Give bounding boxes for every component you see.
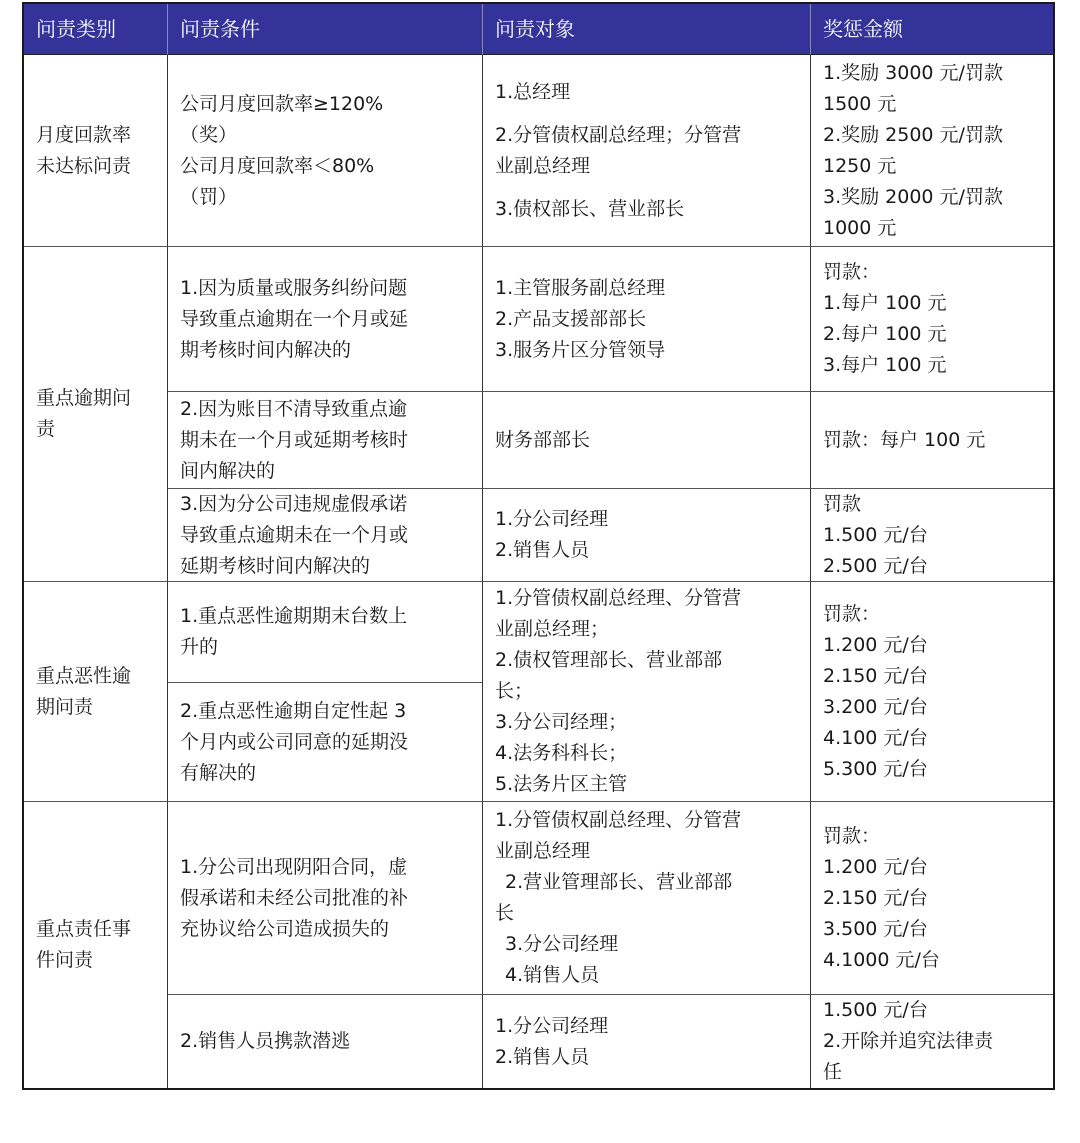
category-cell <box>24 247 168 582</box>
amount-line: 2.150 元/台 <box>823 886 928 909</box>
condition-cell <box>168 683 483 802</box>
amount-line: 2.500 元/台 <box>823 554 928 577</box>
header-condition <box>168 4 483 55</box>
header-target <box>483 4 811 55</box>
amount-line: 罚款：每户 100 元 <box>823 428 986 451</box>
amount-line: 2.开除并追究法律责 <box>823 1030 994 1052</box>
target-line: 1.主管服务副总经理 <box>495 276 666 299</box>
condition-line: 间内解决的 <box>180 459 276 482</box>
condition-cell <box>168 802 483 995</box>
amount-line: 1000 元 <box>823 216 897 239</box>
target-line: 2.分管债权副总经理；分管营 <box>495 123 742 146</box>
target-line: 3.分公司经理； <box>495 711 628 733</box>
amount-line: 4.100 元/台 <box>823 726 928 749</box>
header-target-label: 问责对象 <box>495 16 575 41</box>
amount-line: 2.150 元/台 <box>823 664 928 687</box>
condition-line: 2.重点恶性逾期自定性起 3 <box>180 699 407 722</box>
condition-line: 导致重点逾期在一个月或延 <box>180 307 409 330</box>
amount-cell <box>811 247 1053 392</box>
header-amount-label: 奖惩金额 <box>823 16 903 41</box>
condition-line: 1.分公司出现阴阳合同，虚 <box>180 855 408 878</box>
target-line: 2.销售人员 <box>495 1045 590 1068</box>
amount-line: 3.每户 100 元 <box>823 354 947 376</box>
amount-cell <box>811 55 1053 247</box>
target-line: 4.法务科科长； <box>495 742 628 764</box>
category-text: 月度回款率 <box>36 123 132 146</box>
condition-line: 有解决的 <box>180 761 257 784</box>
condition-line: 充协议给公司造成损失的 <box>180 917 390 940</box>
target-line: 2.债权管理部长、营业部部 <box>495 649 723 671</box>
condition-line: 假承诺和未经公司批准的补 <box>180 886 409 909</box>
target-line: 业副总经理 <box>495 154 591 177</box>
condition-line: 3.因为分公司违规虚假承诺 <box>180 492 408 515</box>
condition-cell <box>168 247 483 392</box>
target-cell <box>483 995 811 1088</box>
category-text: 重点逾期问 <box>36 387 132 409</box>
amount-cell <box>811 489 1053 582</box>
category-cell <box>24 55 168 247</box>
target-line: 1.总经理 <box>495 80 571 103</box>
condition-line: 1.重点恶性逾期期末台数上 <box>180 605 408 627</box>
condition-line: 1.因为质量或服务纠纷问题 <box>180 276 408 299</box>
condition-line: 2.因为账目不清导致重点逾 <box>180 397 408 420</box>
amount-line: 1.每户 100 元 <box>823 292 947 314</box>
condition-line: 2.销售人员携款潜逃 <box>180 1030 351 1052</box>
target-line: 1.分管债权副总经理、分管营 <box>495 587 742 609</box>
target-line: 1.分公司经理 <box>495 508 609 530</box>
amount-line: 罚款： <box>823 602 881 625</box>
amount-line: 罚款： <box>823 824 881 847</box>
target-line: 长； <box>495 680 534 702</box>
amount-line: 1.500 元/台 <box>823 523 928 546</box>
header-category-label: 问责类别 <box>36 16 116 41</box>
amount-line: 1500 元 <box>823 92 897 115</box>
condition-line: 升的 <box>180 636 219 658</box>
condition-line: 期考核时间内解决的 <box>180 338 352 361</box>
condition-cell <box>168 392 483 489</box>
amount-line: 2.奖励 2500 元/罚款 <box>823 123 1003 146</box>
target-cell <box>483 802 811 995</box>
amount-cell <box>811 392 1053 489</box>
target-line: 3.分公司经理 <box>505 933 619 955</box>
target-cell <box>483 392 811 489</box>
target-line: 长 <box>495 902 515 924</box>
amount-line: 1250 元 <box>823 154 897 177</box>
condition-line: 公司月度回款率＜80% <box>180 154 375 177</box>
condition-cell <box>168 55 483 247</box>
amount-line: 3.500 元/台 <box>823 917 928 940</box>
amount-line: 3.200 元/台 <box>823 695 928 718</box>
amount-line: 1.500 元/台 <box>823 999 928 1021</box>
target-cell <box>483 489 811 582</box>
condition-line: （罚） <box>180 185 238 208</box>
accountability-table <box>22 2 1055 1090</box>
category-text: 件问责 <box>36 949 94 971</box>
condition-cell <box>168 489 483 582</box>
category-cell <box>24 582 168 802</box>
condition-line: 个月内或公司同意的延期没 <box>180 730 409 753</box>
target-line: 业副总经理； <box>495 618 610 640</box>
target-line: 2.销售人员 <box>495 539 590 561</box>
category-text: 责 <box>36 418 56 440</box>
header-category <box>24 4 168 55</box>
target-line: 财务部部长 <box>495 428 591 451</box>
condition-line: 延期考核时间内解决的 <box>180 554 371 577</box>
amount-line: 任 <box>823 1061 843 1083</box>
amount-line: 4.1000 元/台 <box>823 948 940 971</box>
amount-line: 罚款： <box>823 261 881 283</box>
target-line: 5.法务片区主管 <box>495 773 628 795</box>
target-line: 2.产品支援部部长 <box>495 307 647 330</box>
amount-line: 2.每户 100 元 <box>823 323 947 345</box>
header-condition-label: 问责条件 <box>180 16 260 41</box>
target-line: 1.分公司经理 <box>495 1014 609 1037</box>
amount-line: 罚款 <box>823 492 862 515</box>
target-line: 2.营业管理部长、营业部部 <box>505 871 733 893</box>
amount-line: 1.200 元/台 <box>823 633 928 656</box>
amount-line: 3.奖励 2000 元/罚款 <box>823 185 1003 208</box>
amount-line: 1.200 元/台 <box>823 855 928 878</box>
amount-cell <box>811 802 1053 995</box>
condition-line: 公司月度回款率≥120% <box>180 92 384 115</box>
condition-cell <box>168 995 483 1088</box>
category-text: 重点恶性逾 <box>36 664 132 687</box>
amount-cell <box>811 582 1053 802</box>
amount-line: 5.300 元/台 <box>823 757 928 780</box>
condition-line: 期未在一个月或延期考核时 <box>180 428 409 451</box>
category-text: 未达标问责 <box>36 154 132 177</box>
header-amount <box>811 4 1053 55</box>
condition-line: 导致重点逾期未在一个月或 <box>180 523 409 546</box>
target-line: 4.销售人员 <box>505 964 600 986</box>
target-cell <box>483 582 811 802</box>
target-line: 1.分管债权副总经理、分管营 <box>495 809 742 831</box>
amount-cell <box>811 995 1053 1088</box>
target-cell <box>483 247 811 392</box>
target-line: 业副总经理 <box>495 840 591 862</box>
category-cell <box>24 802 168 1088</box>
target-cell <box>483 55 811 247</box>
condition-cell <box>168 582 483 683</box>
target-line: 3.服务片区分管领导 <box>495 338 666 361</box>
category-text: 期问责 <box>36 695 94 718</box>
condition-line: （奖） <box>180 123 238 146</box>
category-text: 重点责任事 <box>36 918 132 940</box>
amount-line: 1.奖励 3000 元/罚款 <box>823 61 1003 84</box>
target-line: 3.债权部长、营业部长 <box>495 197 685 220</box>
